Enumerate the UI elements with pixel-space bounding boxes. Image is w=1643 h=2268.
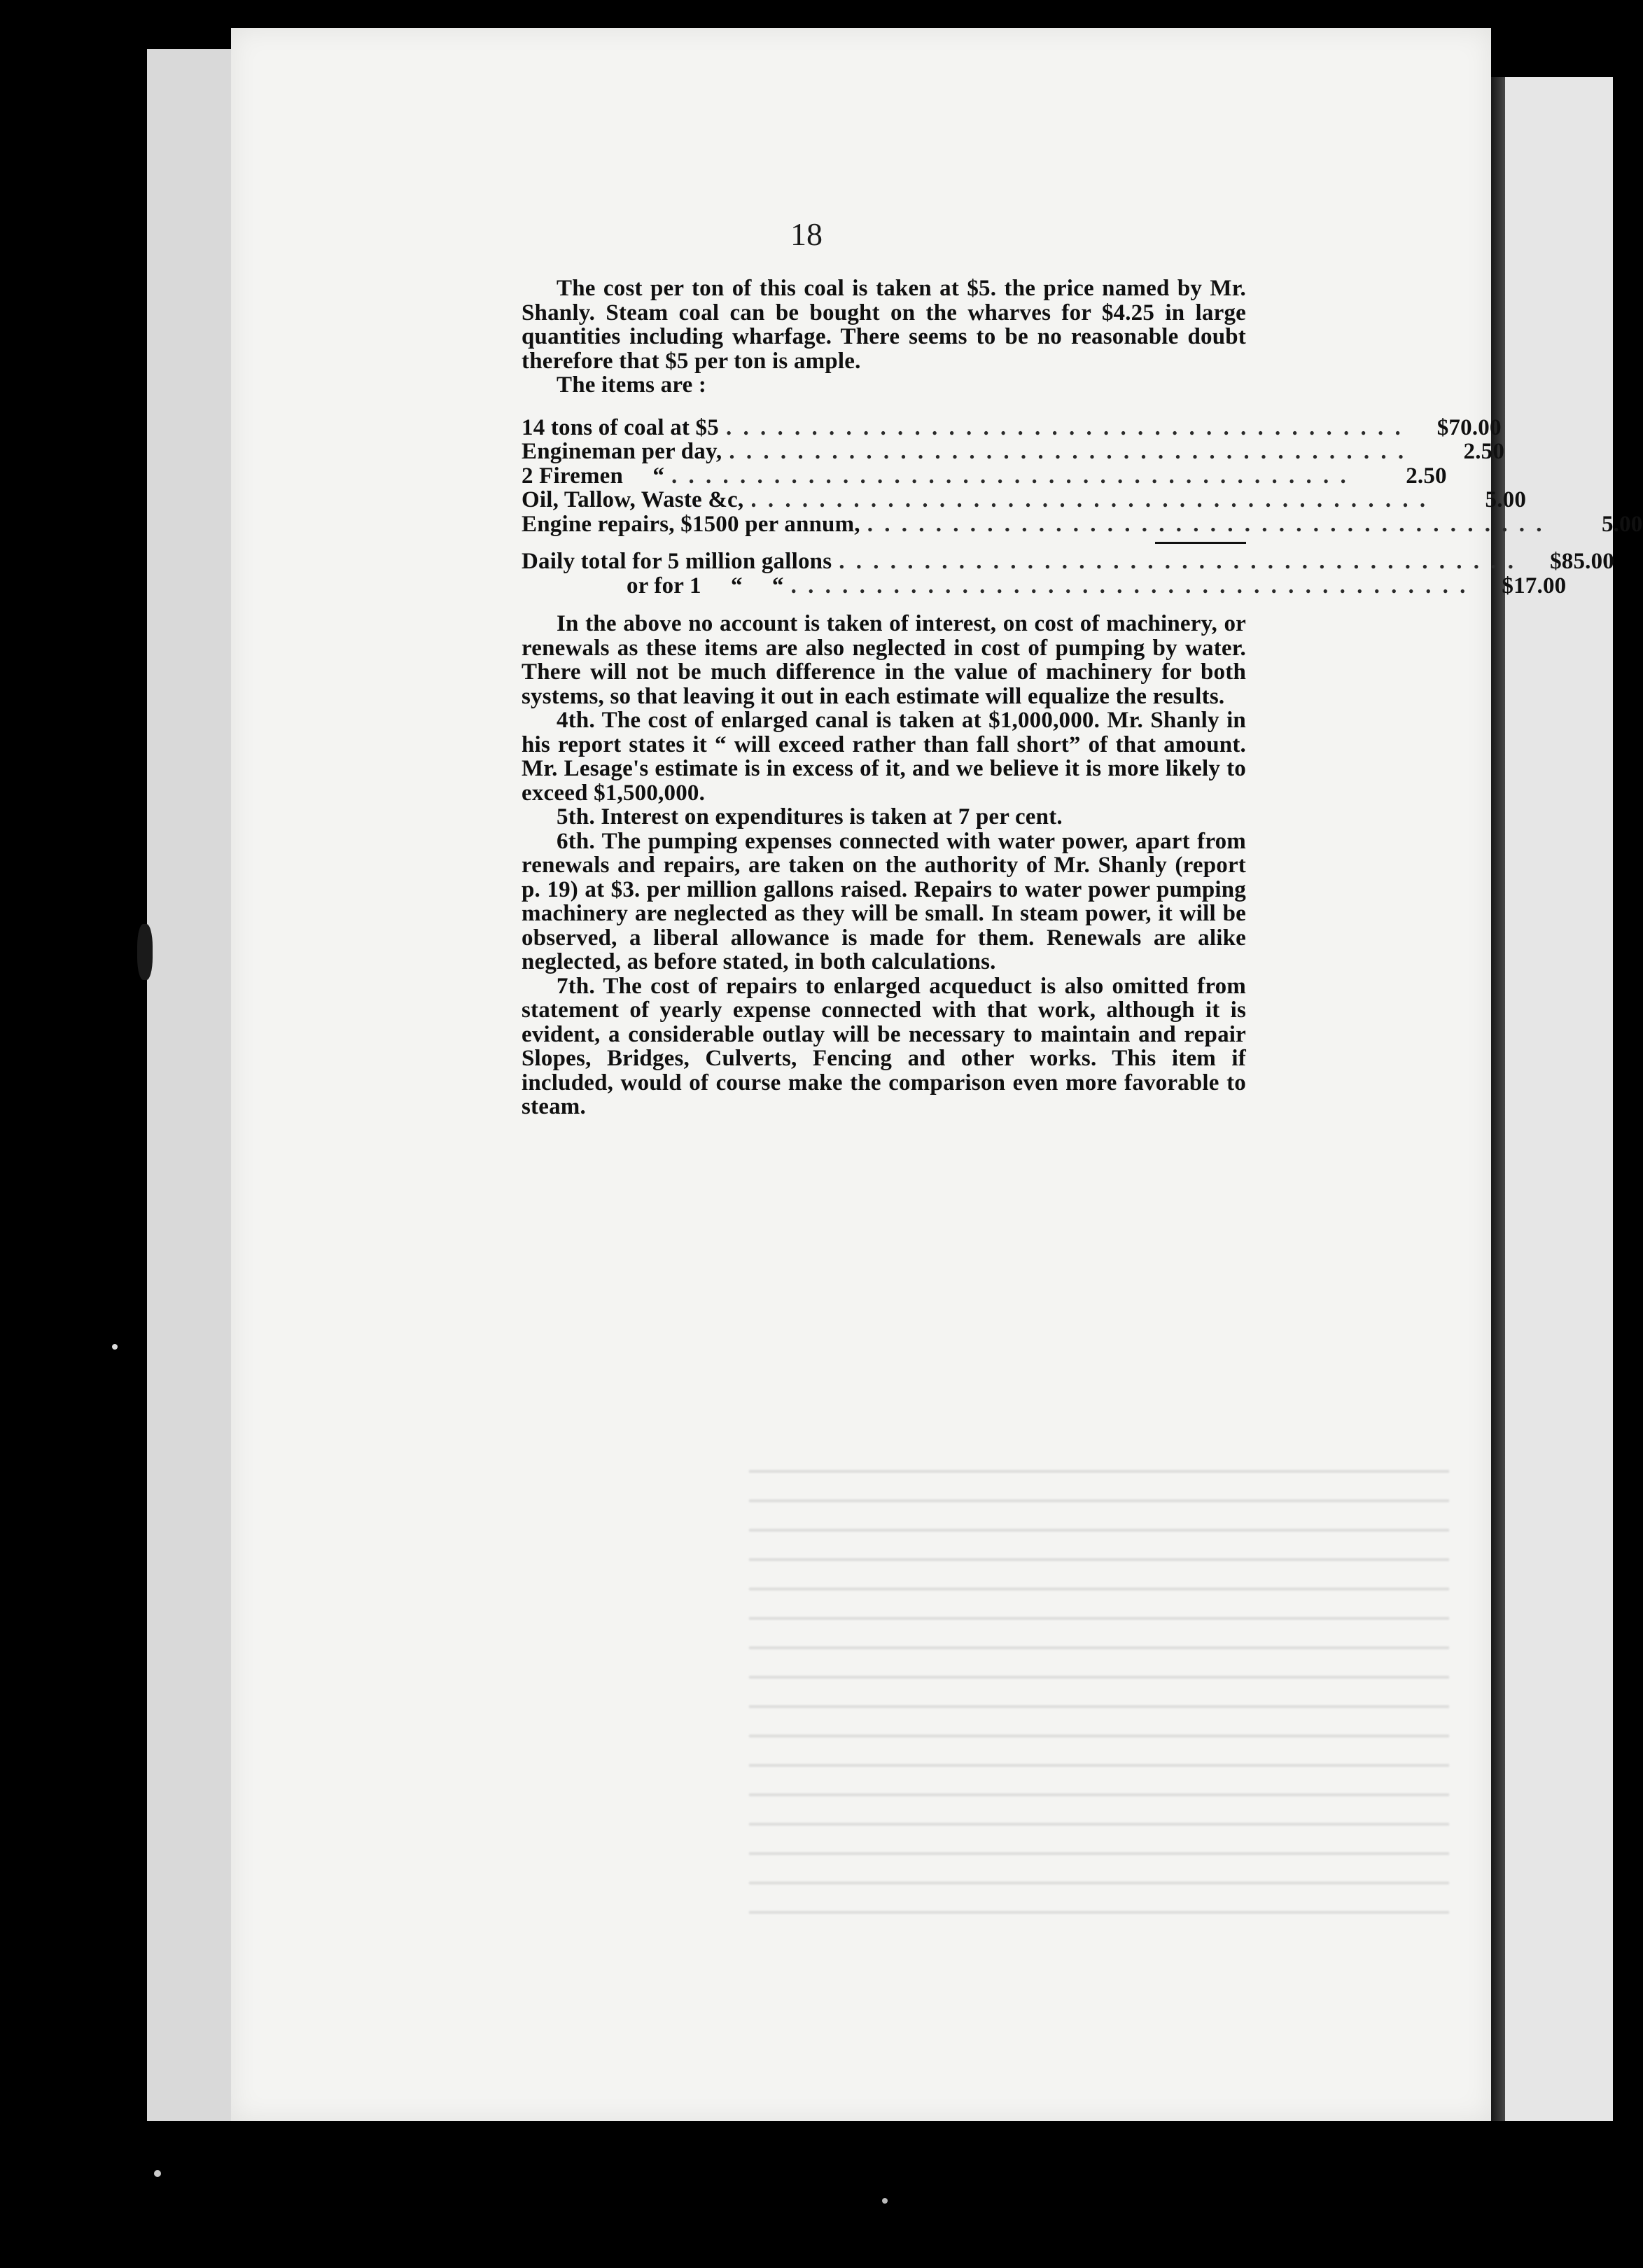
leader-dots: . . . . . . . . . . . . . . . . . . . . . . . . . . . . . . . . . . . . . . . . <box>671 463 1349 489</box>
leader-dots: . . . . . . . . . . . . . . . . . . . . . . . . . . . . . . . . . . . . . . . . <box>790 573 1469 598</box>
totals-list <box>522 549 1615 598</box>
scan-speck <box>137 924 153 980</box>
cost-item-amount: 5.00 <box>1601 511 1643 537</box>
items-heading: The items are : <box>557 372 707 398</box>
leader-dots: . . . . . . . . . . . . . . . . . . . . . . . . . . . . . . . . . . . . . . . . <box>725 414 1404 440</box>
leader-dots: . . . . . . . . . . . . . . . . . . . . . . . . . . . . . . . . . . . . . . . . <box>867 511 1545 537</box>
scan-speck <box>882 2198 888 2204</box>
cost-item <box>522 414 1502 440</box>
total-label: Daily total for 5 million gallons <box>522 549 832 574</box>
leader-dots: . . . . . . . . . . . . . . . . . . . . . . . . . . . . . . . . . . . . . . . . <box>750 487 1429 512</box>
page-content <box>522 276 1643 1119</box>
cost-item-amount: 5.00 <box>1485 487 1527 512</box>
total-rule <box>1155 542 1246 544</box>
paragraph-interest: In the above no account is taken of interest, on cost of machinery, or renewals as these items are also neglected in cost of pumping by water. There will not be much difference in the value of machinery for both systems, so that leaving it out in each estimate will equalize the results. <box>522 611 1246 709</box>
total-label: or for 1 “ “ <box>627 573 784 598</box>
cost-item-label: 2 Firemen “ <box>522 463 665 489</box>
total-row <box>522 549 1615 574</box>
cost-item-amount: $70.00 <box>1436 414 1502 440</box>
total-row <box>522 573 1567 598</box>
cost-item-label: 14 tons of coal at $5 <box>522 414 719 440</box>
cost-item-amount: 2.50 <box>1463 439 1505 464</box>
cost-items-list <box>522 414 1643 537</box>
cost-item-amount: 2.50 <box>1406 463 1447 489</box>
cost-item-label: Engineman per day, <box>522 439 722 464</box>
leader-dots: . . . . . . . . . . . . . . . . . . . . . . . . . . . . . . . . . . . . . . . . <box>729 439 1407 464</box>
scan-speck <box>154 2170 161 2177</box>
total-amount: $85.00 <box>1550 549 1615 574</box>
cost-item-label: Oil, Tallow, Waste &c, <box>522 487 744 512</box>
leader-dots: . . . . . . . . . . . . . . . . . . . . . . . . . . . . . . . . . . . . . . . . <box>839 549 1517 574</box>
bleed-through-text <box>749 1449 1449 1939</box>
cost-item <box>522 487 1527 512</box>
page-number: 18 <box>790 216 823 252</box>
cost-item <box>522 439 1505 464</box>
paragraph-5th: 5th. Interest on expenditures is taken at 7 per cent. <box>557 804 1063 830</box>
paragraph-7th: 7th. The cost of repairs to enlarged acqueduct is also omitted from statement of yearly expense connected with that work, although it is evident, a considerable outlay will be necessary to maintain and repair Slopes, Bridges, Culverts, Fencing and other works. This item if included, would of course make the comparison even more favorable to steam. <box>522 973 1246 1119</box>
paragraph-4th: 4th. The cost of enlarged canal is taken at $1,000,000. Mr. Shanly in his report states it “ will exceed rather than fall short” of that amount. Mr. Lesage's estimate is in excess of it, and we believe it is more likely to exceed $1,500,000. <box>522 708 1246 806</box>
cost-item <box>522 463 1447 489</box>
cost-item <box>522 511 1643 537</box>
paragraph-coal-cost: The cost per ton of this coal is taken at $5. the price named by Mr. Shanly. Steam coal can be bought on the wharves for $4.25 in large quantities including wharfage. There seems to be no reasonable doubt therefore that $5 per ton is ample. <box>522 276 1246 374</box>
total-amount: $17.00 <box>1502 573 1567 598</box>
back-page-right <box>1505 77 1613 2121</box>
cost-item-label: Engine repairs, $1500 per annum, <box>522 511 860 537</box>
scan-speck <box>112 1344 118 1350</box>
paragraph-6th: 6th. The pumping expenses connected with water power, apart from renewals and repairs, are taken on the authority of Mr. Shanly (report p. 19) at $3. per million gallons raised. Repairs to water power pumping machinery are neglected as they will be small. In steam power, it will be observed, a liberal allowance is made for them. Renewals are alike neglected, as before stated, in both calculations. <box>522 828 1246 974</box>
